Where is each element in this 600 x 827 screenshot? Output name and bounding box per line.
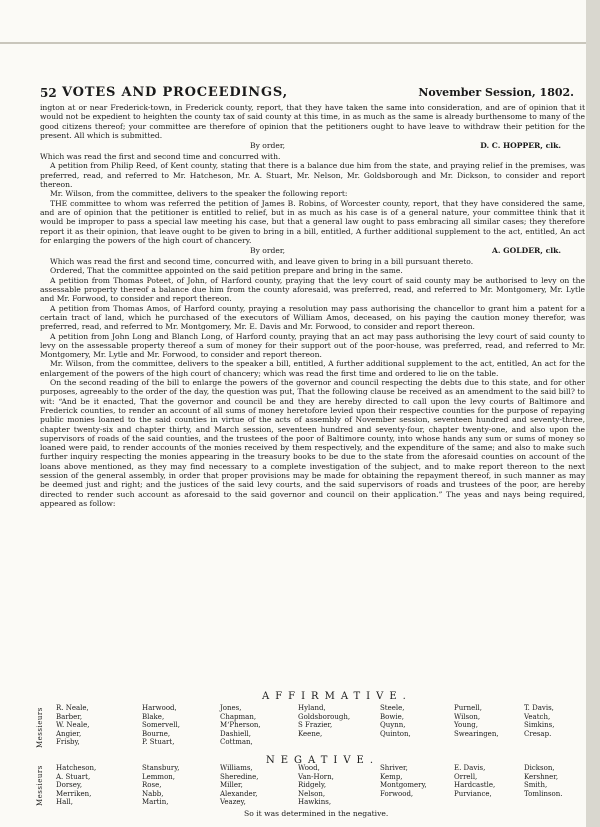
negative-heading: NEGATIVE. [266,755,380,766]
voter-name: Quinton, [380,729,411,738]
voter-name: Sheredine, [220,772,259,781]
paragraph: A petition from Thomas Amos, of Harford county, praying a resolution may pass authorising the chancellor to grant him a patent for a certain tract of land, which he purchased of the executors of William Amos, deceased, on his paying the caution money therefor, was preferred, read, and referred to Mr. Montgomery, Mr. E. Davis and Mr. Forwood, to consider and report thereon. [40,303,585,332]
vote-column [454,764,495,798]
voter-name: Bowie, [380,712,404,721]
voter-name: Cottman, [220,738,253,747]
voter-name: Kemp, [380,772,403,781]
voter-name: Chapman, [220,712,257,721]
paragraph: THE committee to whom was referred the petition of James B. Robins, of Worcester county, report, that they have considered the same, and are of opinion that the petitioner is entitled to relief, but in as much as his case is of a general nature, your committee think that it would be improper to pass a special law meeting his case, but that a general law ought to pass embracing all similar cases; they therefore report it as their opinion, that leave ought to be given to bring in a bill, entitled, A further additional supplement to the act, entitled, An act for enlarging the powers of the high court of chancery. [40,198,585,245]
clerk-name: D. C. HOPPER, clk. [480,141,561,151]
voter-name: Nelson, [298,789,326,798]
voter-name: Merriken, [56,789,92,798]
voter-name: Barber, [56,712,83,721]
voter-name: Montgomery, [380,781,427,790]
voter-name: W. Neale, [56,721,90,730]
running-header [40,86,580,100]
paragraph: Which was read the first and second time, concurred with, and leave given to bring in a bill pursuant thereto. [50,257,474,267]
voter-name: Shriver, [380,764,408,772]
voter-name: Williams, [220,764,253,772]
voter-name: Purnell, [454,704,482,712]
affirmative-list [36,704,584,752]
voter-name: Orrell, [454,772,478,781]
voter-name: Somervell, [142,721,180,730]
voter-name: Cresap. [524,729,552,738]
voter-name: Alexander, [220,789,258,798]
vote-label: Messieurs [36,707,44,748]
voter-name: Forwood, [380,789,414,798]
paragraph: A petition from John Long and Blanch Long, of Harford county, praying that an act may pass authorising the levy court of said county to levy on the assessable property thereof a sum of money for their support out of the poor-house, was preferred, read, and referred to Mr. Montgomery, Mr. Lytle and Mr. Forwood, to consider and report thereon. [40,331,585,360]
voter-name: Young, [454,721,478,730]
voter-name: Wilson, [454,712,481,721]
voter-name: Hatcheson, [56,764,97,772]
voter-name: M‘Pherson, [220,721,261,730]
vote-column [220,704,261,747]
page-number: 52 [40,86,57,100]
paragraph: Mr. Wilson, from the committee, delivers to the speaker a bill, entitled, A further additional supplement to the act, entitled, An act for the enlargement of the powers of the high court of chancery; which was read the first time and ordered to lie on the table. [40,359,585,378]
voter-name: Hardcastle, [454,781,496,790]
voter-name: Martin, [142,798,169,807]
by-order: By order, [250,141,286,151]
voter-name: Smith, [524,781,548,790]
voter-name: Dashiell, [220,729,251,738]
voter-name: Hawkins, [298,798,332,807]
paragraph: A petition from Philip Reed, of Kent county, stating that there is a balance due him from the state, and praying relief in the premises, was preferred, read, and referred to Mr. Hatcheson, Mr. A. Stuart, Mr. Nelson, Mr. Goldsborough and Mr. Dickson, to consider and report thereon. [40,161,585,190]
vote-column [298,704,350,738]
voter-name: Angier, [56,729,82,738]
signature-block [40,246,585,256]
vote-column [524,764,563,798]
voter-name: Keene, [298,729,323,738]
vote-column [56,764,96,807]
voter-name: Wood, [298,764,320,772]
paragraph: Ordered, That the committee appointed on the said petition prepare and bring in the same. [50,266,403,276]
paragraph: A petition from Thomas Poteet, of John, of Harford county, praying that the levy court of said county may be authorised to levy on the assessable property thereof a balance due him from the county aforesaid, was preferred, read, and referred to Mr. Montgomery, Mr. Lytle and Mr. Forwood, to consider and report thereon. [40,275,585,304]
voter-name: Van-Horn, [298,772,334,781]
vote-label: Messieurs [36,765,44,806]
voter-name: Tomlinson. [524,789,563,798]
voter-name: E. Davis, [454,764,486,772]
session-label: November Session, 1802. [418,86,574,99]
voter-name: Harwood, [142,704,177,712]
voter-name: Lemmon, [142,772,176,781]
body-text [40,103,585,508]
voter-name: Hyland, [298,704,326,712]
voter-name: Dorsey, [56,781,83,790]
paragraph: Mr. Wilson, from the committee, delivers to the speaker the following report: [50,189,348,199]
vote-column [142,764,179,807]
page-title: VOTES AND PROCEEDINGS, [62,85,288,100]
signature-block [40,141,585,151]
vote-column [56,704,89,747]
vote-column [220,764,259,807]
paragraph: Which was read the first and second time and concurred with. [40,152,281,162]
clerk-name: A. GOLDER, clk. [491,246,561,256]
scan-edge [0,42,600,44]
negative-list [36,764,584,810]
vote-column [142,704,180,747]
voter-name: Steele, [380,704,405,712]
voter-name: Veatch, [524,712,551,721]
vote-column [298,764,334,807]
vote-column [380,704,411,738]
voter-name: Hall, [56,798,73,807]
affirmative-heading: AFFIRMATIVE. [262,691,412,702]
voter-name: Frisby, [56,738,80,747]
voter-name: Quynn, [380,721,406,730]
voter-name: Rose, [142,781,162,790]
voter-name: Jones, [220,704,242,712]
voter-name: Goldsborough, [298,712,351,721]
voter-name: S Frazier, [298,721,333,730]
voter-name: Ridgely, [298,781,327,790]
voter-name: Nabb, [142,789,164,798]
by-order: By order, [250,246,286,256]
voter-name: R. Neale, [56,704,89,712]
voter-name: Simkins, [524,721,555,730]
paragraph: ington at or near Frederick-town, in Frederick county, report, that they have taken the same into consideration, and are of opinion that it would not be expedient to heighten the county tax of said county at this time, in as much as the same is already burthensome to many of the good citizens thereof; your committee are therefore of opinion that the petitioners ought to have leave to withdraw their petition for the present. All which is submitted. [40,103,585,140]
vote-column [454,704,499,738]
voter-name: T. Davis, [524,704,554,712]
voter-name: Swearingen, [454,729,499,738]
voter-name: Stansbury, [142,764,180,772]
page-edge-shadow [586,0,600,827]
voter-name: Kershner, [524,772,559,781]
vote-column [524,704,554,738]
closing-line: So it was determined in the negative. [244,809,389,818]
voter-name: Bourne, [142,729,171,738]
vote-column [380,764,427,798]
voter-name: A. Stuart, [56,772,91,781]
paragraph: On the second reading of the bill to enlarge the powers of the governor and council respecting the debts due to this state, and for other purposes, agreeably to the order of the day, the question was put, That the following clause be received as an amendment to the said bill? to wit: “And be it enacted, That the governor and council be and they are hereby directed to call upon the levy courts of Baltimore and Frederick counties, to render an account of all sums of money heretofore levied upon their respective counties for the purpose of repaying public monies loaned to the said counties in virtue of the acts of assembly of November session, seventeen hundred and seventy-three, chapter twenty-six and chapter thirty, and March session, seventeen hundred and seventy-four, chapter twenty-one, and also upon the supervisors of roads of the said counties, and the trustees of the poor of Baltimore county, into whose hands any sum or sums of money so loaned were paid, to render accounts of the monies received by them respectively, and the expenditure of the same; and also to make such further inquiry respecting the monies appearing in the treasury books to be due to the state from the aforesaid counties on account of the loans above mentioned, as they may find necessary to a complete investigation of the subject, and to make report thereon to the next session of the general assembly, in order that proper provisions may be made for obtaining the repayment thereof, in such manner as may be deemed just and right; and the justices of the said levy courts, and the said supervisors of roads and trustees of the poor, are hereby directed to render such account as aforesaid to the said governor and council on their application.” The yeas and nays being required, appeared as follow: [40,378,585,508]
voter-name: Blake, [142,712,165,721]
voter-name: Dickson, [524,764,555,772]
voter-name: Miller, [220,781,243,790]
voter-name: Veazey, [220,798,246,807]
voter-name: P. Stuart, [142,738,175,747]
voter-name: Purviance, [454,789,492,798]
